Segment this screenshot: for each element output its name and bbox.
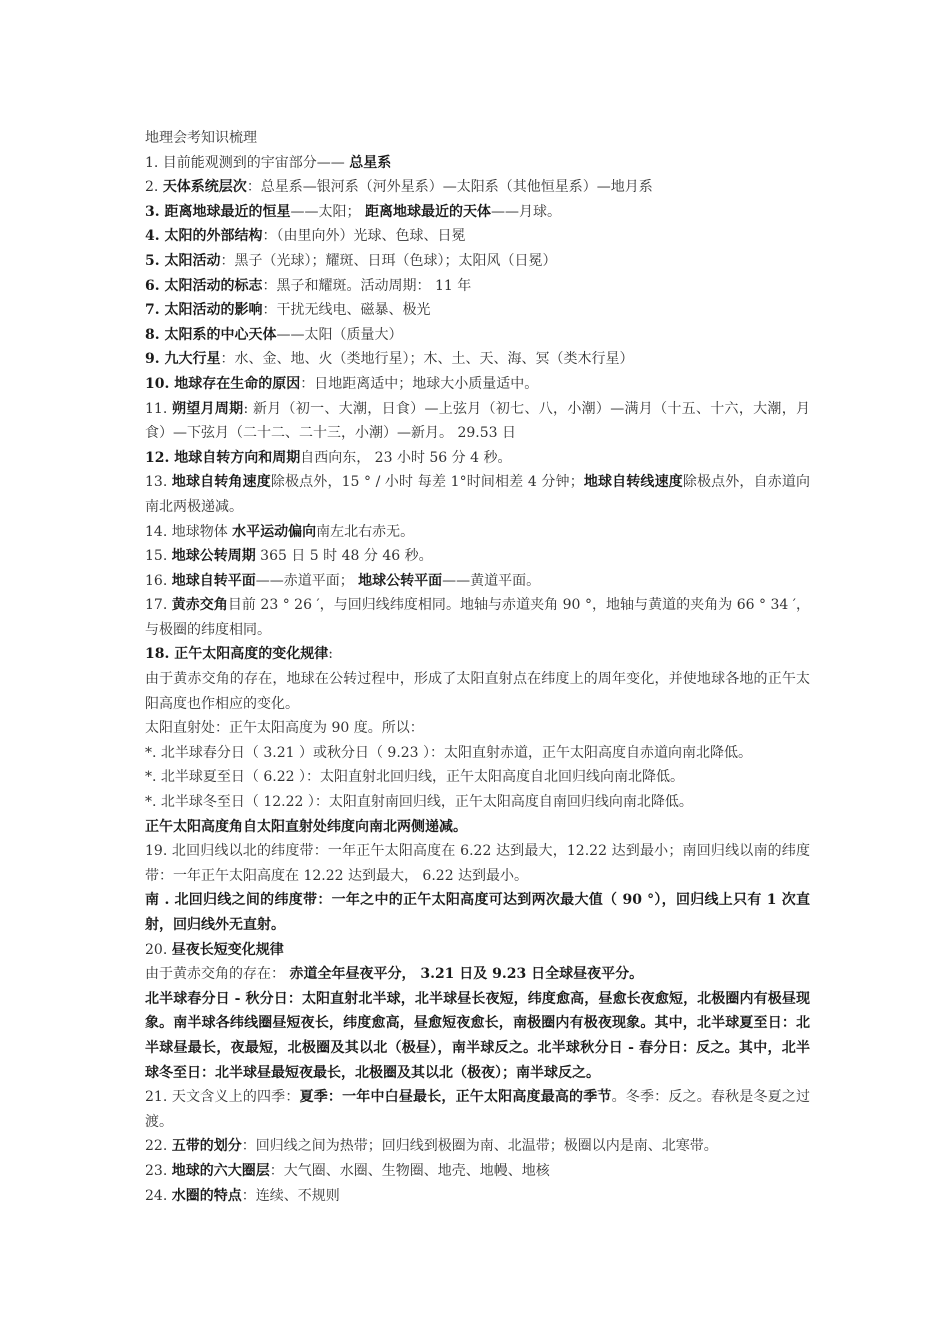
bold-text: 5. 太阳活动 bbox=[145, 252, 221, 269]
bold-text: 12. 地球自转方向和周期 bbox=[145, 449, 301, 466]
bold-text: 水圈的特点 bbox=[171, 1187, 242, 1204]
text-run: 自西向东， 23 小时 56 分 4 秒。 bbox=[300, 449, 512, 466]
bold-text: 南 . 北回归线之间的纬度带：一年之中的正午太阳高度可达到两次最大值（ 90 °），回归线上只有 1 次直射，回归线外无直射。 bbox=[145, 892, 810, 933]
bold-text: 天体系统层次 bbox=[162, 179, 247, 196]
paragraph bbox=[145, 544, 810, 569]
text-run: 太阳直射处：正午太阳高度为 90 度。所以： bbox=[145, 720, 424, 737]
paragraph bbox=[145, 298, 810, 323]
text-run: 13. bbox=[145, 474, 172, 491]
text-run: 17. bbox=[145, 597, 172, 614]
paragraph bbox=[145, 323, 810, 348]
text-run: ：（由里向外）光球、色球、日冕 bbox=[262, 228, 466, 245]
paragraph bbox=[145, 470, 810, 519]
bold-text: 黄赤交角 bbox=[171, 597, 228, 614]
bold-text: 夏季：一年中白昼最长，正午太阳高度最高的季节 bbox=[299, 1089, 612, 1106]
paragraph bbox=[145, 372, 810, 397]
bold-text: 五带的划分 bbox=[171, 1138, 242, 1155]
text-run: ：日地距离适中；地球大小质量适中。 bbox=[300, 375, 539, 392]
paragraph bbox=[145, 888, 810, 937]
text-run: ：黑子和耀斑。活动周期： 11 年 bbox=[262, 277, 472, 294]
bold-text: 7. 太阳活动的影响 bbox=[145, 302, 263, 319]
bold-text: 地球公转平面 bbox=[358, 572, 443, 589]
paragraph bbox=[145, 938, 810, 963]
paragraph bbox=[145, 151, 810, 176]
bold-text: 朔望月周期 bbox=[172, 400, 244, 417]
text-run: 16. bbox=[145, 572, 172, 589]
paragraph bbox=[145, 1159, 810, 1184]
paragraph bbox=[145, 569, 810, 594]
bold-text: 赤道全年昼夜平分， 3.21 日及 9.23 日全球昼夜平分。 bbox=[289, 966, 644, 983]
bold-text: 地球公转周期 bbox=[171, 548, 256, 565]
bold-text: 地球自转平面 bbox=[171, 572, 256, 589]
document-body bbox=[145, 151, 810, 1209]
text-run: ：黑子（光球）；耀斑、日珥（色球）；太阳风（日冕） bbox=[220, 252, 557, 269]
paragraph bbox=[145, 224, 810, 249]
paragraph bbox=[145, 446, 810, 471]
paragraph bbox=[145, 1085, 810, 1134]
paragraph bbox=[145, 1184, 810, 1209]
paragraph bbox=[145, 815, 810, 840]
text-run: 南左北右赤无。 bbox=[316, 523, 415, 540]
text-run: : bbox=[328, 646, 333, 663]
text-run: ：大气圈、水圈、生物圈、地壳、地幔、地核 bbox=[269, 1162, 550, 1179]
paragraph bbox=[145, 667, 810, 716]
bold-text: 10. 地球存在生命的原因 bbox=[145, 375, 301, 392]
bold-text: 北半球春分日 - 秋分日：太阳直射北半球，北半球昼长夜短，纬度愈高，昼愈长夜愈短，北极圈内有极昼现象。南半球各纬线圈昼短夜长，纬度愈高，昼愈短夜愈长，南极圈内有极夜现象。其中，北半球夏至日：北半球昼最长，夜最短，北极圈及其以北（极昼），南半球反之。北半球秋分日 - 春分日：反之。其中，北半球冬至日：北半球昼最短夜最长，北极圈及其以北（极夜）；南半球反之。 bbox=[145, 990, 810, 1081]
bold-text: 地球自转角速度 bbox=[171, 474, 271, 491]
text-run: ——黄道平面。 bbox=[442, 572, 541, 589]
text-run: 目前 23 ° 26 ′，与回归线纬度相同。地轴与赤道夹角 90 °，地轴与黄道的夹角为 66 ° 34 ′，与极圈的纬度相同。 bbox=[145, 597, 810, 638]
paragraph bbox=[145, 249, 810, 274]
text-run: 2. bbox=[145, 179, 163, 196]
bold-text: 4. 太阳的外部结构 bbox=[145, 228, 263, 245]
text-run: 23. bbox=[145, 1162, 172, 1179]
bold-text: 昼夜长短变化规律 bbox=[171, 941, 284, 958]
text-run: 11. bbox=[145, 400, 173, 417]
text-run: *. 北半球夏至日（ 6.22 ）：太阳直射北回归线，正午太阳高度自北回归线向南北降低。 bbox=[145, 769, 684, 786]
paragraph bbox=[145, 397, 810, 446]
text-run: *. 北半球春分日（ 3.21 ）或秋分日（ 9.23 ）：太阳直射赤道，正午太阳高度自赤道向南北降低。 bbox=[145, 744, 753, 761]
text-run: ——赤道平面； bbox=[255, 572, 359, 589]
text-run: ：水、金、地、火（类地行星）；木、土、天、海、冥（类木行星） bbox=[220, 351, 634, 368]
text-run: ：连续、不规则 bbox=[241, 1187, 340, 1204]
text-run: 365 日 5 时 48 分 46 秒。 bbox=[255, 548, 433, 565]
text-run: 24. bbox=[145, 1187, 172, 1204]
bold-text: 6. 太阳活动的标志 bbox=[145, 277, 263, 294]
bold-text: 9. 九大行星 bbox=[145, 351, 221, 368]
paragraph bbox=[145, 642, 810, 667]
text-run: 19. 北回归线以北的纬度带：一年正午太阳高度在 6.22 达到最大，12.22 达到最小；南回归线以南的纬度带：一年正午太阳高度在 12.22 达到最大， 6.22 达到最小。 bbox=[145, 843, 810, 884]
text-run: ——太阳； bbox=[290, 203, 365, 220]
text-run: ：总星系—银河系（河外星系）—太阳系（其他恒星系）—地月系 bbox=[246, 179, 653, 196]
paragraph bbox=[145, 593, 810, 642]
text-run: 。冬季：反之。春秋是冬夏之过渡。 bbox=[145, 1089, 810, 1130]
paragraph bbox=[145, 347, 810, 372]
text-run: 除极点外，15 ° / 小时 每差 1°时间相差 4 分钟； bbox=[270, 474, 584, 491]
bold-text: 正午太阳高度角自太阳直射处纬度向南北两侧递减。 bbox=[145, 818, 467, 835]
paragraph bbox=[145, 274, 810, 299]
text-run: ——月球。 bbox=[490, 203, 561, 220]
text-run: 21. 天文含义上的四季： bbox=[145, 1089, 300, 1106]
text-run: 22. bbox=[145, 1138, 172, 1155]
text-run: 除极点外，自赤道向南北两极递减。 bbox=[145, 474, 810, 515]
paragraph bbox=[145, 200, 810, 225]
paragraph bbox=[145, 987, 810, 1085]
paragraph bbox=[145, 839, 810, 888]
document-page bbox=[145, 126, 810, 1208]
text-run: 15. bbox=[145, 548, 172, 565]
bold-text: 地球自转线速度 bbox=[583, 474, 683, 491]
bold-text: 18. 正午太阳高度的变化规律 bbox=[145, 646, 329, 663]
bold-text: 地球的六大圈层 bbox=[171, 1162, 270, 1179]
text-run: 14. 地球物体 bbox=[145, 523, 233, 540]
bold-text: 3. 距离地球最近的恒星 bbox=[145, 203, 291, 220]
text-run: 1. 目前能观测到的宇宙部分—— bbox=[145, 154, 350, 171]
paragraph bbox=[145, 962, 810, 987]
text-run: 20. bbox=[145, 941, 172, 958]
paragraph bbox=[145, 765, 810, 790]
document-title: 地理会考知识梳理 bbox=[145, 130, 257, 146]
paragraph bbox=[145, 175, 810, 200]
bold-text: 8. 太阳系的中心天体 bbox=[145, 326, 277, 343]
bold-text: 总星系 bbox=[349, 154, 392, 171]
paragraph bbox=[145, 520, 810, 545]
text-run: ：干扰无线电、磁暴、极光 bbox=[262, 302, 431, 319]
paragraph bbox=[145, 790, 810, 815]
text-run: 由于黄赤交角的存在： bbox=[145, 966, 290, 983]
paragraph bbox=[145, 1134, 810, 1159]
paragraph bbox=[145, 716, 810, 741]
text-run: *. 北半球冬至日（ 12.22 ）：太阳直射南回归线，正午太阳高度自南回归线向南北降低。 bbox=[145, 794, 693, 811]
text-run: 由于黄赤交角的存在，地球在公转过程中，形成了太阳直射点在纬度上的周年变化，并使地球各地的正午太阳高度也作相应的变化。 bbox=[145, 671, 810, 712]
text-run: : 新月（初一、大潮，日食）—上弦月（初七、八，小潮）—满月（十五、十六，大潮，月食）—下弦月（二十二、二十三，小潮）—新月。 29.53 日 bbox=[145, 400, 810, 442]
text-run: ——太阳（质量大） bbox=[276, 326, 403, 343]
text-run: ：回归线之间为热带；回归线到极圈为南、北温带；极圈以内是南、北寒带。 bbox=[241, 1138, 718, 1155]
bold-text: 距离地球最近的天体 bbox=[364, 203, 491, 220]
bold-text: 水平运动偏向 bbox=[232, 523, 317, 540]
paragraph bbox=[145, 741, 810, 766]
